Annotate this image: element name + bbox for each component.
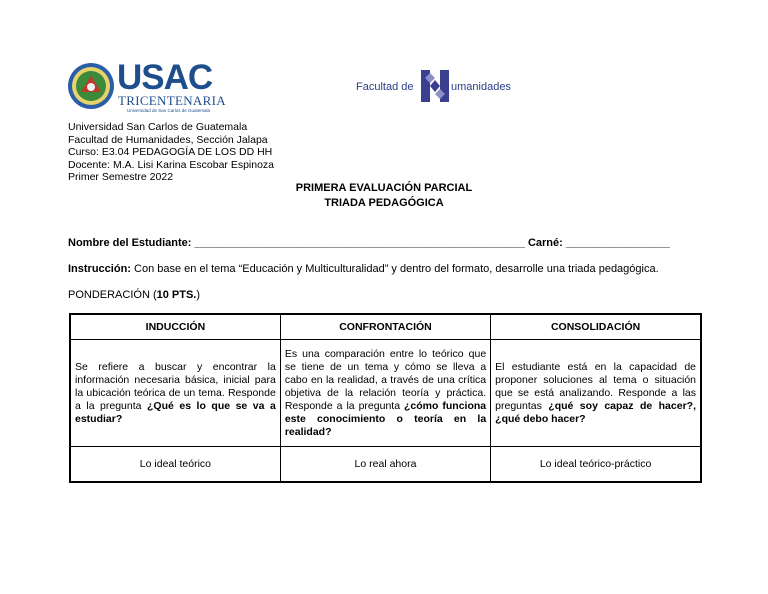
cell-induccion-footer: Lo ideal teórico [70,447,280,483]
course-name: Curso: E3.04 PEDAGOGÍA DE LOS DD HH [68,146,273,158]
faculty-section: Facultad de Humanidades, Sección Jalapa [68,133,268,146]
student-name-field[interactable]: ______________________________________________________ [194,237,525,249]
facultad-logo-right-text: umanidades [451,81,511,93]
confrontacion-desc-question: ¿cómo funciona este conocimiento o teoría en la realidad? [284,399,487,438]
semester: Primer Semestre 2022 [68,171,174,183]
cell-consolidacion-footer: Lo ideal teórico-práctico [491,447,701,483]
cell-confrontacion-footer: Lo real ahora [280,447,490,483]
facultad-logo-left-text: Facultad de [356,81,414,93]
instruction-label: Instrucción: [68,263,131,275]
usac-tagline: TRICENTENARIA [118,93,226,108]
header-info [68,121,274,184]
table-header-row [70,314,701,340]
cell-confrontacion-desc [280,340,490,447]
carne-label: Carné: [527,237,563,249]
humanidades-h-icon [419,68,451,104]
ponderacion-label: PONDERACIÓN ( [68,289,157,301]
carne-field[interactable]: _________________ [565,237,670,249]
cell-induccion-desc [70,340,280,447]
triad-table [69,313,702,483]
teacher-name: Docente: M.A. Lisi Karina Escobar Espinoza [68,158,275,171]
header-induccion: INDUCCIÓN [70,314,280,340]
usac-wordmark: USAC [117,58,213,97]
student-name-label: Nombre del Estudiante: [68,237,192,249]
table-row-description [70,340,701,447]
instruction [68,263,659,275]
usac-logo [67,58,226,114]
induccion-desc-text: Se refiere a buscar y encontrar la información necesaria básica, inicial para la ubicación teórica de un tema. Responde a la pregunta [75,360,276,412]
instruction-text: Con base en el tema “Educación y Multiculturalidad” y dentro del formato, desarrolle una triada pedagógica. [134,263,659,275]
page-subtitle: TRIADA PEDAGÓGICA [324,197,444,209]
university-seal-icon [67,62,115,110]
facultad-logo [356,68,526,106]
ponderacion [68,289,200,301]
induccion-desc-question: ¿Qué es lo que se va a estudiar? [75,399,276,425]
university-name: Universidad San Carlos de Guatemala [68,121,248,133]
ponderacion-close: ) [196,289,201,301]
consolidacion-desc-text: El estudiante está en la capacidad de proponer soluciones al tema o situación que se está analizando. Responde a las preguntas [495,360,696,412]
page-title: PRIMERA EVALUACIÓN PARCIAL [295,182,473,194]
header-confrontacion: CONFRONTACIÓN [280,314,490,340]
confrontacion-desc-text: Es una comparación entre lo teórico que se tiene de un tema y cómo se lleva a cabo en la realidad, a través de una crítica objetiva de la relación teoría y práctica. Responde a la pregunta [284,347,487,412]
usac-subtitle: Universidad de San Carlos de Guatemala [127,108,211,113]
consolidacion-desc-question: ¿qué soy capaz de hacer?, ¿qué debo hacer? [495,399,696,425]
student-line [68,237,670,249]
ponderacion-value: 10 PTS. [156,289,197,301]
cell-consolidacion-desc [491,340,701,447]
header-consolidacion: CONSOLIDACIÓN [491,314,701,340]
table-row-footer [70,447,701,483]
